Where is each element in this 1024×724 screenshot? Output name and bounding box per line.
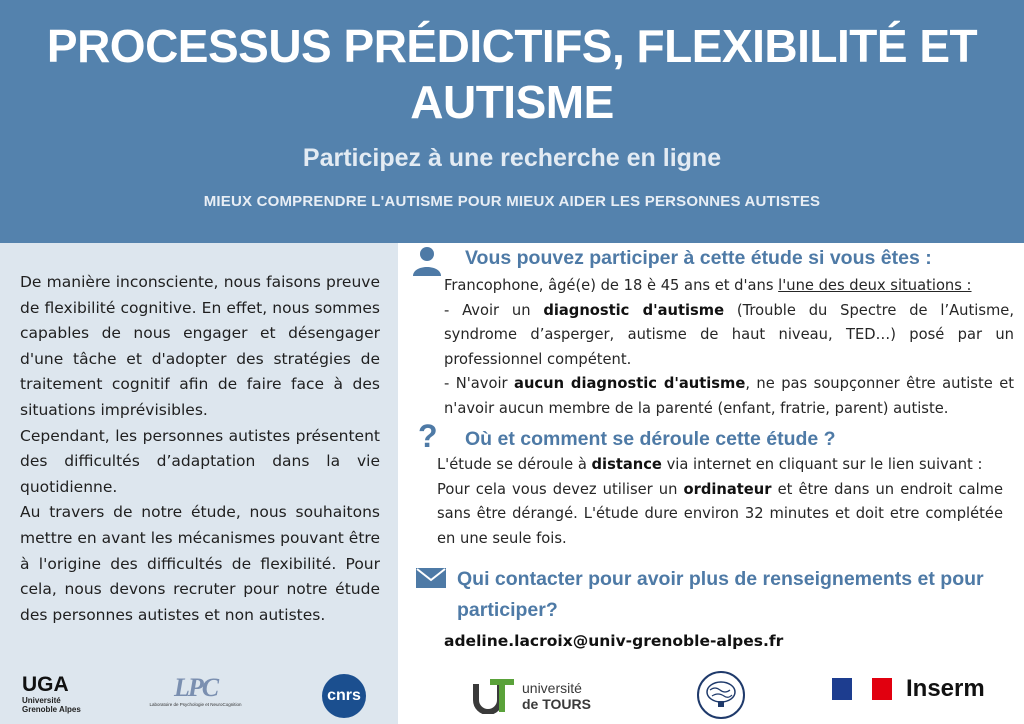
tours-mark-icon xyxy=(472,678,516,714)
eligibility-item-1: - Avoir un diagnostic d'autisme (Trouble du Spectre de l’Autisme, syndrome d’asperger, autisme de haut niveau, TED…) posé par un professionnel compétent. xyxy=(444,301,1014,368)
brain-lab-logo xyxy=(696,670,746,720)
eligibility-intro-line: Francophone, âgé(e) de 18 è 45 ans et d'ans l'une des deux situations : xyxy=(444,277,972,294)
subtitle: Participez à une recherche en ligne xyxy=(302,144,722,172)
republique-francaise-logo xyxy=(832,678,892,700)
inserm-logo: Inserm xyxy=(906,675,985,702)
envelope-icon xyxy=(416,568,446,588)
eligibility-body xyxy=(444,274,1014,421)
howwhere-body xyxy=(437,453,1003,551)
eligibility-item-2: - N'avoir aucun diagnostic d'autisme, ne pas soupçonner être autiste et n'avoir aucun membre de la parenté (enfant, fratrie, parent) autiste. xyxy=(444,375,1015,417)
howwhere-heading: Où et comment se déroule cette étude ? xyxy=(465,428,836,450)
lpnc-logo: LPC Laboratoire de Psychologie et NeuroCognition xyxy=(149,673,242,707)
intro-text xyxy=(20,270,380,628)
intro-paragraph-3: Au travers de notre étude, nous souhaitons mettre en avant les mécanismes pouvant être à l'origine des difficultés de flexibilité. Pour cela, nous devons recruter pour notre étude des personnes autistes et non autistes. xyxy=(20,503,380,624)
uga-logo: UGA Université Grenoble Alpes xyxy=(22,673,81,714)
title-line-2: AUTISME xyxy=(410,76,614,128)
howwhere-line-2: Pour cela vous devez utiliser un ordinateur et être dans un endroit calme sans être dérangé. L'étude dure environ 32 minutes et doit etre complétée en une seule fois. xyxy=(437,480,1003,547)
tagline: MIEUX COMPRENDRE L'AUTISME POUR MIEUX AIDER LES PERSONNES AUTISTES xyxy=(203,193,821,210)
question-mark-icon: ? xyxy=(418,418,438,454)
intro-paragraph-2: Cependant, les personnes autistes présentent des difficultés d’adaptation dans la vie quotidienne. xyxy=(20,426,380,496)
person-icon xyxy=(410,246,444,276)
eligibility-heading: Vous pouvez participer à cette étude si vous êtes : xyxy=(465,247,932,269)
contact-email-link[interactable]: adeline.lacroix@univ-grenoble-alpes.fr xyxy=(444,632,784,650)
cnrs-logo: cnrs xyxy=(322,674,366,718)
contact-heading-line-2: participer? xyxy=(457,599,558,621)
contact-heading xyxy=(457,564,984,626)
contact-heading-line-1: Qui contacter pour avoir plus de renseignements et pour xyxy=(457,568,984,590)
howwhere-line-1: L'étude se déroule à distance via internet en cliquant sur le lien suivant : xyxy=(437,456,983,473)
header-banner xyxy=(0,0,1024,243)
title-line-1: PROCESSUS PRÉDICTIFS, FLEXIBILITÉ ET xyxy=(46,20,978,72)
intro-paragraph-1: De manière inconsciente, nous faisons preuve de flexibilité cognitive. En effet, nous sommes capables de nous engager et désengager d'une tâche et d'adopter des stratégies de traitement cognitif afin de faire face à des situations imprévisibles. xyxy=(20,273,380,419)
page-title xyxy=(0,18,1024,130)
